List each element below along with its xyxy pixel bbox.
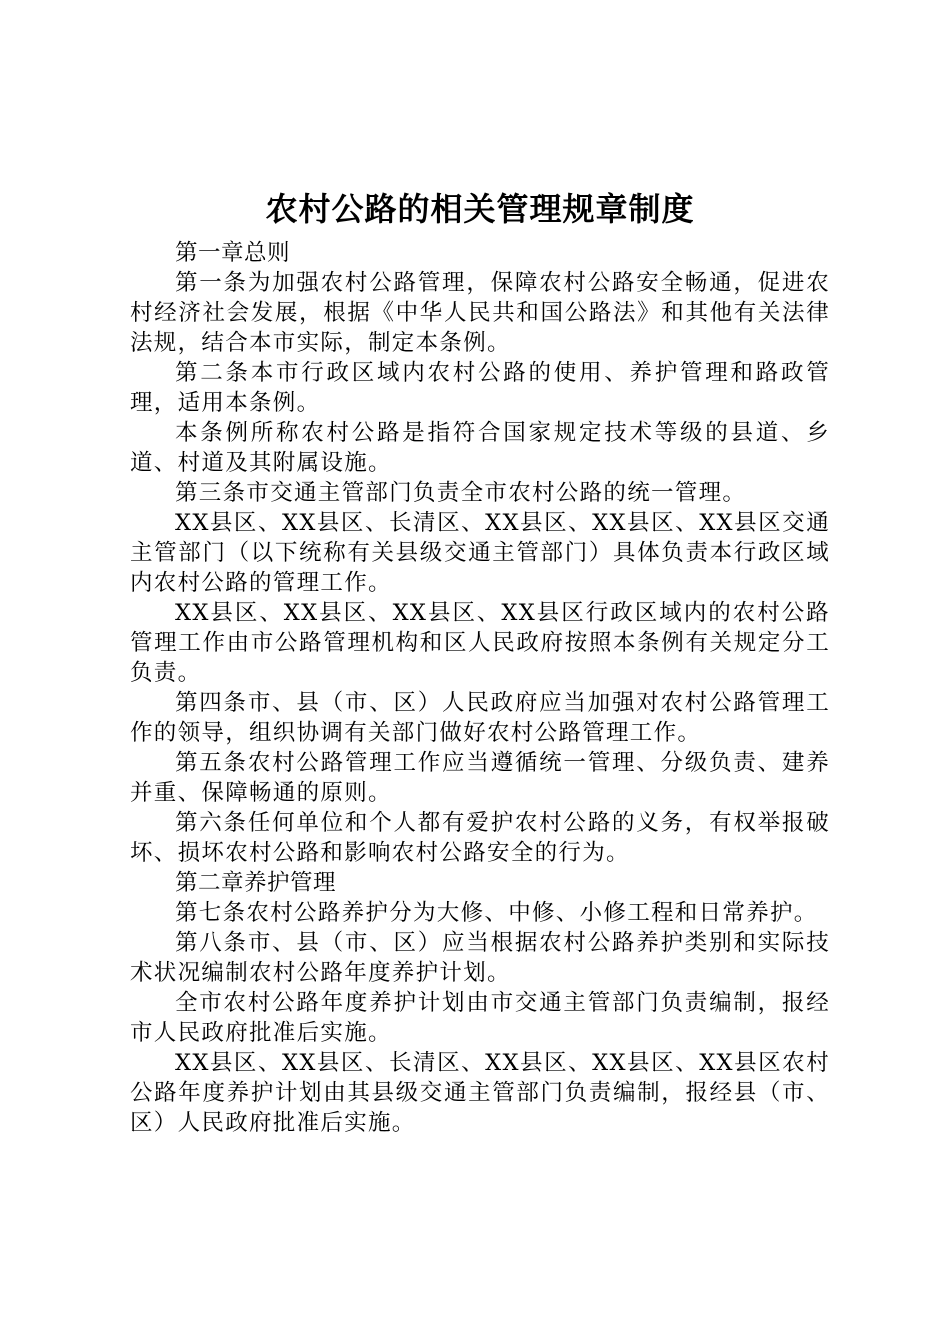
article-3-clause-2: XX县区、XX县区、XX县区、XX县区行政区域内的农村公路管理工作由市公路管理机构和区人民政府按照本条例有关规定分工负责。 <box>130 600 830 686</box>
chapter-heading-1: 第一章总则 <box>175 240 291 266</box>
article-6: 第六条任何单位和个人都有爱护农村公路的义务，有权举报破坏、损坏农村公路和影响农村公路安全的行为。 <box>130 810 830 866</box>
document-title: 农村公路的相关管理规章制度 <box>265 190 695 228</box>
document-page <box>130 180 830 1138</box>
article-2: 第二条本市行政区域内农村公路的使用、养护管理和路政管理，适用本条例。 <box>130 360 830 416</box>
article-1: 第一条为加强农村公路管理，保障农村公路安全畅通，促进农村经济社会发展，根据《中华人民共和国公路法》和其他有关法律法规，结合本市实际，制定本条例。 <box>130 270 830 356</box>
article-5: 第五条农村公路管理工作应当遵循统一管理、分级负责、建养并重、保障畅通的原则。 <box>130 750 830 806</box>
document-body <box>130 238 830 1138</box>
article-2-clause: 本条例所称农村公路是指符合国家规定技术等级的县道、乡道、村道及其附属设施。 <box>130 420 830 476</box>
article-3: 第三条市交通主管部门负责全市农村公路的统一管理。 <box>175 480 747 506</box>
article-8-clause-1: 全市农村公路年度养护计划由市交通主管部门负责编制，报经市人民政府批准后实施。 <box>130 990 830 1046</box>
article-8-clause-2: XX县区、XX县区、长清区、XX县区、XX县区、XX县区农村公路年度养护计划由其县级交通主管部门负责编制，报经县（市、区）人民政府批准后实施。 <box>130 1050 830 1136</box>
article-7: 第七条农村公路养护分为大修、中修、小修工程和日常养护。 <box>175 900 818 926</box>
chapter-heading-2: 第二章养护管理 <box>175 870 337 896</box>
article-3-clause-1: XX县区、XX县区、长清区、XX县区、XX县区、XX县区交通主管部门（以下统称有关县级交通主管部门）具体负责本行政区域内农村公路的管理工作。 <box>130 510 830 596</box>
article-8: 第八条市、县（市、区）应当根据农村公路养护类别和实际技术状况编制农村公路年度养护计划。 <box>130 930 830 986</box>
article-4: 第四条市、县（市、区）人民政府应当加强对农村公路管理工作的领导，组织协调有关部门做好农村公路管理工作。 <box>130 690 830 746</box>
